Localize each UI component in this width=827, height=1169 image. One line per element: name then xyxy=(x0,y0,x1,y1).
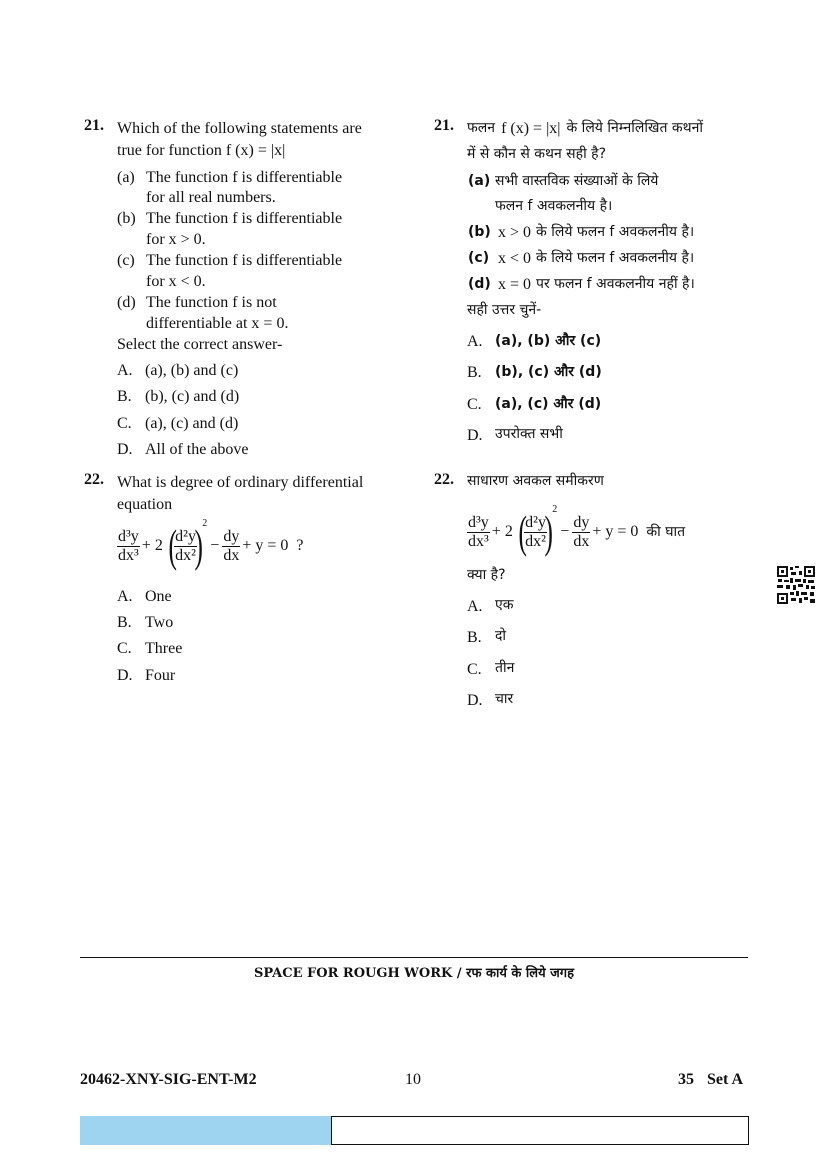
question-stem xyxy=(467,118,703,139)
option-text xyxy=(498,274,695,295)
footer-box xyxy=(331,1116,749,1145)
option-text xyxy=(498,248,694,269)
question-number: 21. xyxy=(434,117,454,134)
answer-label: D. xyxy=(467,692,483,709)
answer-text: All of the above xyxy=(145,441,249,458)
eq-exponent: 2 xyxy=(202,518,208,529)
option-hindi: के लिये फलन f अवकलनीय है। xyxy=(536,224,695,240)
footer-color-bar xyxy=(80,1116,331,1145)
answer-text: One xyxy=(145,588,172,605)
eq-tail: + y = 0 xyxy=(242,537,289,554)
eq-minus: − xyxy=(560,523,570,540)
answer-text: (a), (c) और (d) xyxy=(495,396,602,412)
answer-label: A. xyxy=(467,598,483,615)
answer-label: B. xyxy=(467,629,482,646)
question-stem: साधारण अवकल समीकरण xyxy=(467,473,604,489)
eq-d2y: d²y xyxy=(525,513,546,531)
set-number: 35 xyxy=(678,1071,694,1088)
instruction: सही उत्तर चुनें- xyxy=(467,302,542,318)
divider xyxy=(80,957,748,958)
option-text: differentiable at x = 0. xyxy=(146,315,289,332)
option-label: (b) xyxy=(468,224,491,240)
answer-label: D. xyxy=(117,667,133,684)
answer-label: A. xyxy=(117,362,133,379)
answer-label: B. xyxy=(117,614,132,631)
answer-label: D. xyxy=(117,441,133,458)
option-label: (d) xyxy=(468,276,491,292)
differential-equation: $\frac{\text{d³y}}{\text{dx³}}$ + 2 ( $\frac{\text{d²y}}{\text{dx²}}$ ) $^2$ − $\frac{dy}{dx}$ + y = 0 की घात xyxy=(468,504,686,557)
option-math: x = 0 xyxy=(498,276,532,293)
stem-prefix: फलन xyxy=(467,120,496,136)
eq-d2y: d²y xyxy=(175,527,196,545)
option-text: for x < 0. xyxy=(146,273,206,290)
page-number: 10 xyxy=(405,1071,421,1088)
question-stem: equation xyxy=(117,496,173,513)
eq-dx3: dx³ xyxy=(468,532,489,550)
set-label: Set A xyxy=(707,1071,743,1088)
answer-label: B. xyxy=(467,364,482,381)
eq-plus2: + 2 xyxy=(491,523,513,540)
eq-exponent: 2 xyxy=(552,504,558,515)
option-label: (c) xyxy=(117,252,135,269)
question-stem: में से कौन से कथन सही है? xyxy=(467,146,607,162)
question-stem: true for function f (x) = |x| xyxy=(117,142,286,159)
paper-code: 20462-XNY-SIG-ENT-M2 xyxy=(80,1071,257,1088)
answer-text: (b), (c) और (d) xyxy=(495,364,602,380)
answer-text: तीन xyxy=(495,660,515,676)
option-label: (b) xyxy=(117,210,136,227)
answer-label: A. xyxy=(467,333,483,350)
answer-text: Four xyxy=(145,667,176,684)
answer-label: D. xyxy=(467,427,483,444)
differential-equation: $\frac{\text{d³y}}{\text{dx³}}$ + 2 ( $\frac{\text{d²y}}{\text{dx²}}$ ) $^2$ − $\frac{dy}{dx}$ + y = 0 ? xyxy=(118,518,304,571)
answer-label: A. xyxy=(117,588,133,605)
eq-minus: − xyxy=(210,537,220,554)
instruction: Select the correct answer- xyxy=(117,336,283,353)
option-text: फलन f अवकलनीय है। xyxy=(495,198,613,214)
answer-text: (a), (c) and (d) xyxy=(145,415,239,432)
option-label: (a) xyxy=(468,173,491,189)
eq-d3y: d³y xyxy=(468,513,489,531)
question-number: 21. xyxy=(84,117,104,134)
option-text: The function f is differentiable xyxy=(146,252,343,269)
option-text: The function f is differentiable xyxy=(146,210,343,227)
eq-dy: dy xyxy=(223,527,240,545)
eq-dx2: dx² xyxy=(175,546,196,564)
option-hindi: के लिये फलन f अवकलनीय है। xyxy=(536,250,695,266)
question-suffix: की घात xyxy=(646,523,686,540)
answer-text: उपरोक्त सभी xyxy=(495,426,563,442)
eq-dx: dx xyxy=(573,532,590,550)
option-hindi: पर फलन f अवकलनीय नहीं है। xyxy=(536,276,695,292)
answer-text: (a), (b) and (c) xyxy=(145,362,239,379)
answer-text: (a), (b) और (c) xyxy=(495,333,602,349)
answer-text: Two xyxy=(145,614,174,631)
question-stem: What is degree of ordinary differential xyxy=(117,474,364,491)
answer-label: B. xyxy=(117,388,132,405)
option-label: (a) xyxy=(117,169,135,186)
eq-dy: dy xyxy=(573,513,590,531)
option-text: सभी वास्तविक संख्याओं के लिये xyxy=(495,173,659,189)
eq-dx3: dx³ xyxy=(118,546,139,564)
stem-function: f (x) = |x| xyxy=(501,120,561,137)
option-label: (d) xyxy=(117,294,136,311)
option-text xyxy=(498,222,694,243)
option-text: for all real numbers. xyxy=(146,189,276,206)
rough-work-heading: SPACE FOR ROUGH WORK / रफ कार्य के लिये जगह xyxy=(253,966,575,981)
answer-text: दो xyxy=(495,628,507,644)
option-text: The function f is not xyxy=(146,294,277,311)
eq-tail: + y = 0 xyxy=(592,523,639,540)
question-number: 22. xyxy=(434,471,454,488)
answer-text: Three xyxy=(145,640,183,657)
eq-plus2: + 2 xyxy=(141,537,163,554)
option-text: The function f is differentiable xyxy=(146,169,343,186)
stem-suffix: के लिये निम्नलिखित कथनों xyxy=(566,120,703,136)
answer-text: (b), (c) and (d) xyxy=(145,388,240,405)
question-stem: क्या है? xyxy=(467,567,506,583)
eq-dx: dx xyxy=(223,546,240,564)
option-text: for x > 0. xyxy=(146,231,206,248)
answer-label: C. xyxy=(117,640,132,657)
eq-d3y: d³y xyxy=(118,527,139,545)
answer-label: C. xyxy=(467,396,482,413)
answer-label: C. xyxy=(117,415,132,432)
answer-text: चार xyxy=(495,691,514,707)
question-stem: Which of the following statements are xyxy=(117,120,362,137)
option-math: x < 0 xyxy=(498,250,532,267)
answer-label: C. xyxy=(467,661,482,678)
eq-dx2: dx² xyxy=(525,532,546,550)
question-suffix: ? xyxy=(296,537,304,554)
option-label: (c) xyxy=(468,250,490,266)
answer-text: एक xyxy=(495,597,514,613)
option-math: x > 0 xyxy=(498,224,532,241)
qr-code-icon xyxy=(776,565,816,605)
question-number: 22. xyxy=(84,471,104,488)
